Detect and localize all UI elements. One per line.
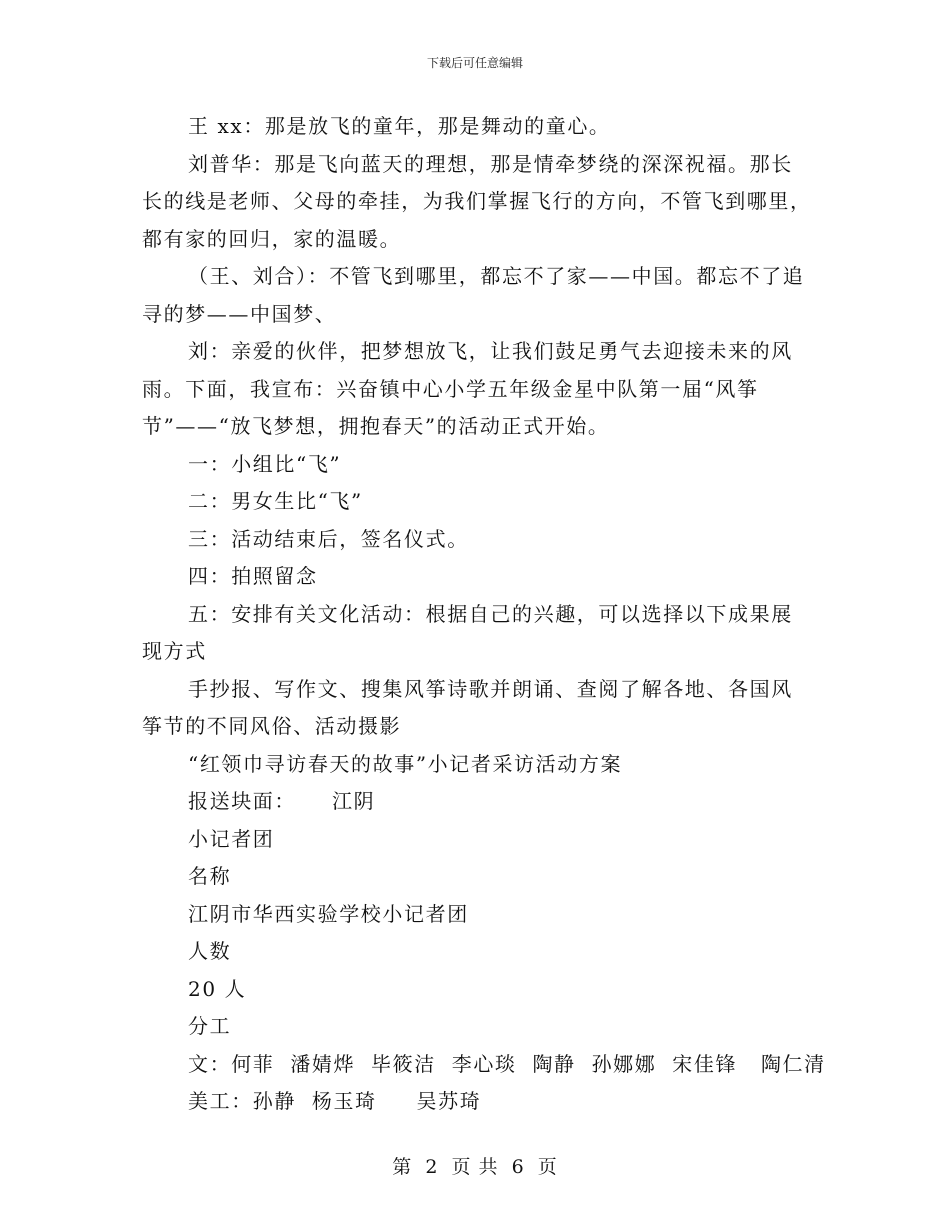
form-count-label: 人数 [188,939,232,963]
form-art-line: 美工：孙静 杨玉琦 吴苏琦 [188,1089,482,1113]
footer-mid: 页 共 [451,1156,499,1178]
page-header [0,54,950,71]
form-group-label: 小记者团 [188,826,275,851]
paragraph-wang: 王 xx：那是放飞的童年，那是舞动的童心。 [188,114,611,138]
form-division-label: 分工 [188,1014,232,1038]
form-name-label: 名称 [188,864,232,888]
form-unit-value: 江阴 [332,789,376,813]
form-name-value: 江阴市华西实验学校小记者团 [188,901,469,926]
footer-total-pages: 6 [511,1156,525,1178]
activity-item-3: 三：活动结束后，签名仪式。 [188,526,469,551]
footer-page-number: 2 [425,1156,439,1178]
form-count-value: 20 人 [188,976,247,1001]
activity-item-2: 二：男女生比“飞” [188,489,363,513]
activity-methods: 手抄报、写作文、搜集风筝诗歌并朗诵、查阅了解各地、各国风筝节的不同风俗、活动摄影 [142,676,793,738]
paragraph-together: （王、刘合）：不管飞到哪里，都忘不了家——中国。都忘不了追寻的梦——中国梦、 [142,264,805,326]
document-body [142,108,826,1121]
form-writing-line: 文：何菲 潘婧烨 毕筱洁 李心琰 陶静 孙娜娜 宋佳锋 陶仁清 [188,1051,826,1076]
page-footer [0,1152,950,1179]
plan-title: “红领巾寻访春天的故事”小记者采访活动方案 [188,751,623,776]
footer-suffix: 页 [537,1156,558,1178]
form-unit-label: 报送块面： [188,789,296,813]
form-unit-row [142,783,812,821]
paragraph-liu-puhua: 刘普华：那是飞向蓝天的理想，那是情牵梦绕的深深祝福。那长长的线是老师、父母的牵挂，为我们掌握飞行的方向，不管飞到哪里，都有家的回归，家的温暖。 [142,151,812,251]
activity-item-4: 四：拍照留念 [188,564,318,588]
header-note: 下载后可任意编辑 [426,56,523,70]
activity-item-5: 五：安排有关文化活动：根据自己的兴趣，可以选择以下成果展现方式 [142,601,793,663]
activity-item-1: 一：小组比“飞” [188,451,342,476]
paragraph-announcement: 刘：亲爱的伙伴，把梦想放飞，让我们鼓足勇气去迎接未来的风雨。下面，我宣布：兴奋镇中心小学五年级金星中队第一届“风筝节”——“放飞梦想，拥抱春天”的活动正式开始。 [142,339,793,438]
footer-prefix: 第 [392,1156,413,1178]
